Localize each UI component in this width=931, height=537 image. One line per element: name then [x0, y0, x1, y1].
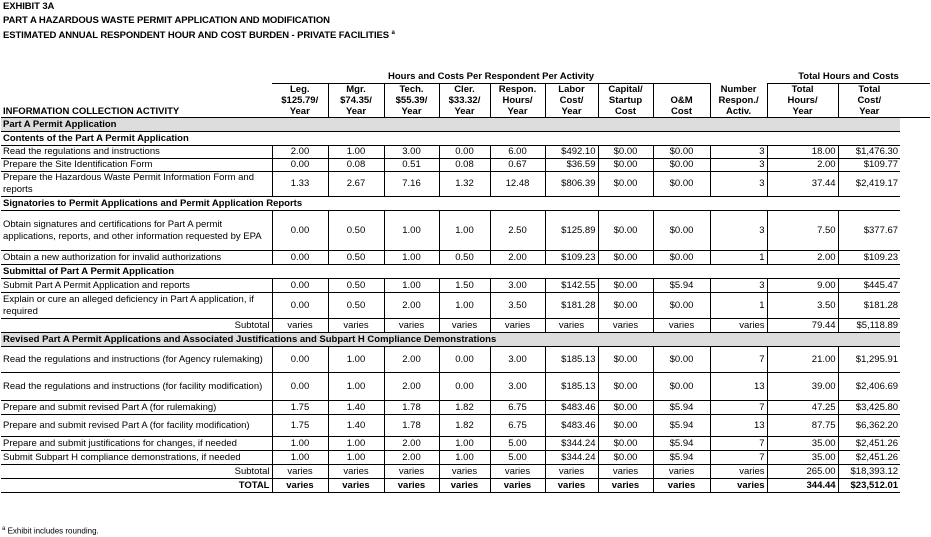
- value-cell: $0.00: [653, 251, 710, 265]
- value-cell: 5.00: [490, 437, 545, 451]
- value-cell: 1.33: [272, 172, 328, 197]
- value-cell: $0.00: [598, 159, 653, 172]
- column-header: Leg. $125.79/ Year: [272, 84, 328, 118]
- value-cell: $5.94: [653, 415, 710, 437]
- value-cell: $185.13: [545, 373, 598, 401]
- value-cell: 0.00: [439, 373, 490, 401]
- value-cell: 18.00: [767, 146, 838, 159]
- value-cell: $0.00: [598, 451, 653, 465]
- footnote-mark: a: [2, 526, 6, 532]
- value-cell: 0.51: [384, 159, 439, 172]
- value-cell: $0.00: [598, 211, 653, 251]
- value-cell: $0.00: [653, 172, 710, 197]
- value-cell: 0.00: [272, 373, 328, 401]
- section-header-label: Revised Part A Permit Applications and Associated Justifications and Subpart H Compliance Demonstrations: [1, 333, 900, 347]
- value-cell: 0.00: [272, 211, 328, 251]
- value-cell: $0.00: [653, 159, 710, 172]
- table-row: [1, 293, 930, 319]
- activity-cell: Submit Subpart H compliance demonstrations, if needed: [1, 451, 272, 465]
- value-cell: 2.00: [384, 347, 439, 373]
- value-cell: varies: [490, 319, 545, 333]
- value-cell: $0.00: [598, 172, 653, 197]
- value-cell: $181.28: [838, 293, 900, 319]
- table-row: [1, 437, 930, 451]
- value-cell: varies: [439, 319, 490, 333]
- column-header: O&M Cost: [653, 84, 710, 118]
- column-header: Tech. $55.39/ Year: [384, 84, 439, 118]
- activity-column-header: INFORMATION COLLECTION ACTIVITY: [3, 106, 180, 117]
- value-cell: $3,425.80: [838, 401, 900, 415]
- value-cell: $125.89: [545, 211, 598, 251]
- value-cell: 87.75: [767, 415, 838, 437]
- table-header: [1, 70, 930, 118]
- value-cell: 1.00: [272, 437, 328, 451]
- total-row: [1, 479, 930, 493]
- value-cell: 265.00: [767, 465, 838, 479]
- value-cell: varies: [439, 479, 490, 493]
- value-cell: 6.00: [490, 146, 545, 159]
- value-cell: 1.78: [384, 401, 439, 415]
- value-cell: varies: [272, 319, 328, 333]
- activity-cell: Explain or cure an alleged deficiency in Part A application, if required: [1, 293, 272, 319]
- value-cell: 6.75: [490, 401, 545, 415]
- per-respondent-group-header: Hours and Costs Per Respondent Per Activity: [272, 70, 710, 84]
- value-cell: $23,512.01: [838, 479, 900, 493]
- value-cell: $5.94: [653, 279, 710, 293]
- value-cell: varies: [710, 319, 767, 333]
- value-cell: varies: [272, 465, 328, 479]
- column-header: Labor Cost/ Year: [545, 84, 598, 118]
- value-cell: 0.50: [328, 251, 384, 265]
- value-cell: 0.50: [328, 293, 384, 319]
- value-cell: 12.48: [490, 172, 545, 197]
- column-header: Capital/ Startup Cost: [598, 84, 653, 118]
- activity-cell: Prepare and submit justifications for changes, if needed: [1, 437, 272, 451]
- activity-cell: Read the regulations and instructions (for Agency rulemaking): [1, 347, 272, 373]
- value-cell: $2,451.26: [838, 437, 900, 451]
- value-cell: 3.00: [490, 279, 545, 293]
- value-cell: 0.00: [272, 251, 328, 265]
- value-cell: 1.75: [272, 415, 328, 437]
- table-row: [1, 172, 930, 197]
- table-row: [1, 211, 930, 251]
- value-cell: $483.46: [545, 415, 598, 437]
- activity-cell: Read the regulations and instructions: [1, 146, 272, 159]
- value-cell: 35.00: [767, 451, 838, 465]
- value-cell: 0.67: [490, 159, 545, 172]
- value-cell: 1: [710, 251, 767, 265]
- column-header: Cler. $33.32/ Year: [439, 84, 490, 118]
- value-cell: $0.00: [598, 437, 653, 451]
- value-cell: 1.00: [328, 451, 384, 465]
- value-cell: $36.59: [545, 159, 598, 172]
- value-cell: 1.00: [272, 451, 328, 465]
- value-cell: 0.08: [439, 159, 490, 172]
- column-header: Total Hours/ Year: [767, 84, 838, 118]
- value-cell: varies: [490, 479, 545, 493]
- value-cell: $0.00: [653, 211, 710, 251]
- value-cell: 1.00: [439, 293, 490, 319]
- value-cell: $2,419.17: [838, 172, 900, 197]
- value-cell: 0.00: [439, 347, 490, 373]
- value-cell: 1.00: [439, 437, 490, 451]
- value-cell: 13: [710, 415, 767, 437]
- value-cell: 0.50: [328, 211, 384, 251]
- subtitle-footnote-mark: a: [391, 30, 395, 36]
- value-cell: 1.40: [328, 401, 384, 415]
- activity-cell: Prepare and submit revised Part A (for facility modification): [1, 415, 272, 437]
- value-cell: 3.50: [490, 293, 545, 319]
- value-cell: 3: [710, 279, 767, 293]
- value-cell: 344.44: [767, 479, 838, 493]
- value-cell: 1.82: [439, 401, 490, 415]
- value-cell: 2.00: [384, 293, 439, 319]
- value-cell: 1.00: [384, 251, 439, 265]
- value-cell: 3.00: [384, 146, 439, 159]
- value-cell: $344.24: [545, 437, 598, 451]
- value-cell: $344.24: [545, 451, 598, 465]
- value-cell: varies: [545, 319, 598, 333]
- table-row: [1, 401, 930, 415]
- value-cell: $0.00: [653, 347, 710, 373]
- value-cell: 2.00: [767, 251, 838, 265]
- column-header: Respon. Hours/ Year: [490, 84, 545, 118]
- value-cell: varies: [272, 479, 328, 493]
- value-cell: varies: [598, 479, 653, 493]
- footnote: [2, 526, 99, 536]
- column-header-row: [1, 84, 930, 118]
- value-cell: 7: [710, 347, 767, 373]
- value-cell: $483.46: [545, 401, 598, 415]
- value-cell: $6,362.20: [838, 415, 900, 437]
- value-cell: 1.32: [439, 172, 490, 197]
- activity-cell: Read the regulations and instructions (for facility modification): [1, 373, 272, 401]
- activity-cell: Prepare and submit revised Part A (for rulemaking): [1, 401, 272, 415]
- subsection-header-label: Signatories to Permit Applications and Permit Application Reports: [1, 197, 900, 211]
- value-cell: $0.00: [653, 293, 710, 319]
- value-cell: $377.67: [838, 211, 900, 251]
- value-cell: $2,451.26: [838, 451, 900, 465]
- value-cell: 0.00: [272, 279, 328, 293]
- column-header: Total Cost/ Year: [857, 84, 882, 117]
- value-cell: 0.50: [328, 279, 384, 293]
- value-cell: varies: [384, 319, 439, 333]
- value-cell: $0.00: [653, 146, 710, 159]
- value-cell: 2.00: [767, 159, 838, 172]
- table-row: [1, 279, 930, 293]
- value-cell: 2.00: [384, 437, 439, 451]
- value-cell: 5.00: [490, 451, 545, 465]
- value-cell: 13: [710, 373, 767, 401]
- value-cell: 1.00: [328, 347, 384, 373]
- value-cell: 47.25: [767, 401, 838, 415]
- value-cell: $142.55: [545, 279, 598, 293]
- value-cell: $1,476.30: [838, 146, 900, 159]
- value-cell: 2.50: [490, 211, 545, 251]
- value-cell: 1.00: [384, 211, 439, 251]
- value-cell: $5.94: [653, 451, 710, 465]
- exhibit-label: EXHIBIT 3A: [3, 1, 55, 12]
- value-cell: varies: [328, 319, 384, 333]
- value-cell: 2.00: [384, 451, 439, 465]
- section-header-label: Part A Permit Application: [1, 118, 900, 132]
- value-cell: varies: [328, 479, 384, 493]
- exhibit-title: PART A HAZARDOUS WASTE PERMIT APPLICATION AND MODIFICATION: [3, 15, 330, 26]
- burden-table: [1, 70, 930, 493]
- group-header-row: [1, 70, 930, 84]
- value-cell: 1.00: [384, 279, 439, 293]
- value-cell: varies: [545, 465, 598, 479]
- value-cell: $0.00: [598, 415, 653, 437]
- value-cell: varies: [439, 465, 490, 479]
- value-cell: 1.75: [272, 401, 328, 415]
- value-cell: 79.44: [767, 319, 838, 333]
- value-cell: 1.82: [439, 415, 490, 437]
- value-cell: 0.00: [272, 159, 328, 172]
- value-cell: varies: [490, 465, 545, 479]
- value-cell: 3: [710, 159, 767, 172]
- value-cell: $1,295.91: [838, 347, 900, 373]
- value-cell: $0.00: [598, 293, 653, 319]
- value-cell: $0.00: [598, 347, 653, 373]
- subsection-header-label: Submittal of Part A Permit Application: [1, 265, 900, 279]
- value-cell: 3.00: [490, 373, 545, 401]
- value-cell: $806.39: [545, 172, 598, 197]
- subsection-header-label: Contents of the Part A Permit Application: [1, 132, 900, 146]
- value-cell: $0.00: [598, 373, 653, 401]
- value-cell: 2.00: [384, 373, 439, 401]
- subtitle-text: ESTIMATED ANNUAL RESPONDENT HOUR AND COST BURDEN - PRIVATE FACILITIES: [3, 30, 389, 42]
- table-body: [1, 118, 930, 493]
- subsection-header: [1, 265, 930, 279]
- value-cell: varies: [653, 479, 710, 493]
- subtotal-row-label: Subtotal: [1, 319, 272, 333]
- value-cell: $0.00: [598, 251, 653, 265]
- value-cell: 1.00: [328, 373, 384, 401]
- value-cell: 2.00: [272, 146, 328, 159]
- activity-cell: Obtain a new authorization for invalid authorizations: [1, 251, 272, 265]
- value-cell: 3: [710, 211, 767, 251]
- value-cell: 7: [710, 437, 767, 451]
- value-cell: varies: [545, 479, 598, 493]
- value-cell: 1.40: [328, 415, 384, 437]
- subsection-header: [1, 132, 930, 146]
- value-cell: varies: [710, 479, 767, 493]
- value-cell: 7: [710, 401, 767, 415]
- activity-cell: Obtain signatures and certifications for Part A permit applications, reports, and other information requested by EPA: [1, 211, 272, 251]
- value-cell: $0.00: [653, 373, 710, 401]
- column-header: Number Respon./ Activ.: [710, 84, 767, 118]
- value-cell: 7.16: [384, 172, 439, 197]
- value-cell: 2.00: [490, 251, 545, 265]
- value-cell: $492.10: [545, 146, 598, 159]
- value-cell: 1.78: [384, 415, 439, 437]
- value-cell: 3: [710, 172, 767, 197]
- value-cell: varies: [710, 465, 767, 479]
- footnote-text: Exhibit includes rounding.: [7, 526, 99, 536]
- value-cell: 3.00: [490, 347, 545, 373]
- value-cell: varies: [384, 479, 439, 493]
- activity-cell: Prepare the Site Identification Form: [1, 159, 272, 172]
- subtotal-row: [1, 319, 930, 333]
- value-cell: varies: [653, 319, 710, 333]
- table-row: [1, 146, 930, 159]
- value-cell: 1.00: [439, 451, 490, 465]
- value-cell: $185.13: [545, 347, 598, 373]
- section-header: [1, 333, 930, 347]
- value-cell: 1: [710, 293, 767, 319]
- value-cell: 0.08: [328, 159, 384, 172]
- value-cell: $0.00: [598, 401, 653, 415]
- value-cell: 2.67: [328, 172, 384, 197]
- total-row-label: TOTAL: [1, 479, 272, 493]
- value-cell: $109.23: [545, 251, 598, 265]
- value-cell: varies: [328, 465, 384, 479]
- activity-cell: Submit Part A Permit Application and reports: [1, 279, 272, 293]
- value-cell: varies: [598, 319, 653, 333]
- activity-cell: Prepare the Hazardous Waste Permit Information Form and reports: [1, 172, 272, 197]
- column-header: Mgr. $74.35/ Year: [328, 84, 384, 118]
- exhibit-subtitle: [3, 30, 395, 41]
- value-cell: $109.23: [838, 251, 900, 265]
- value-cell: $5.94: [653, 437, 710, 451]
- value-cell: 37.44: [767, 172, 838, 197]
- value-cell: $0.00: [598, 279, 653, 293]
- value-cell: $445.47: [838, 279, 900, 293]
- table-row: [1, 251, 930, 265]
- subsection-header: [1, 197, 930, 211]
- table-row: [1, 347, 930, 373]
- table-row: [1, 373, 930, 401]
- value-cell: $5.94: [653, 401, 710, 415]
- table-row: [1, 451, 930, 465]
- value-cell: $0.00: [598, 146, 653, 159]
- value-cell: $109.77: [838, 159, 900, 172]
- subtotal-row: [1, 465, 930, 479]
- value-cell: 0.00: [439, 146, 490, 159]
- value-cell: 0.00: [272, 293, 328, 319]
- value-cell: 0.50: [439, 251, 490, 265]
- value-cell: 3: [710, 146, 767, 159]
- value-cell: 7: [710, 451, 767, 465]
- section-header: [1, 118, 930, 132]
- value-cell: 7.50: [767, 211, 838, 251]
- value-cell: 1.50: [439, 279, 490, 293]
- value-cell: 35.00: [767, 437, 838, 451]
- value-cell: 1.00: [439, 211, 490, 251]
- value-cell: 1.00: [328, 146, 384, 159]
- subtotal-row-label: Subtotal: [1, 465, 272, 479]
- table-row: [1, 415, 930, 437]
- value-cell: $5,118.89: [838, 319, 900, 333]
- value-cell: 39.00: [767, 373, 838, 401]
- value-cell: 6.75: [490, 415, 545, 437]
- value-cell: $181.28: [545, 293, 598, 319]
- total-group-header: Total Hours and Costs: [767, 70, 930, 84]
- value-cell: 3.50: [767, 293, 838, 319]
- value-cell: 9.00: [767, 279, 838, 293]
- table-row: [1, 159, 930, 172]
- value-cell: varies: [384, 465, 439, 479]
- value-cell: varies: [598, 465, 653, 479]
- value-cell: $2,406.69: [838, 373, 900, 401]
- value-cell: 0.00: [272, 347, 328, 373]
- value-cell: 21.00: [767, 347, 838, 373]
- value-cell: 1.00: [328, 437, 384, 451]
- value-cell: varies: [653, 465, 710, 479]
- value-cell: $18,393.12: [838, 465, 900, 479]
